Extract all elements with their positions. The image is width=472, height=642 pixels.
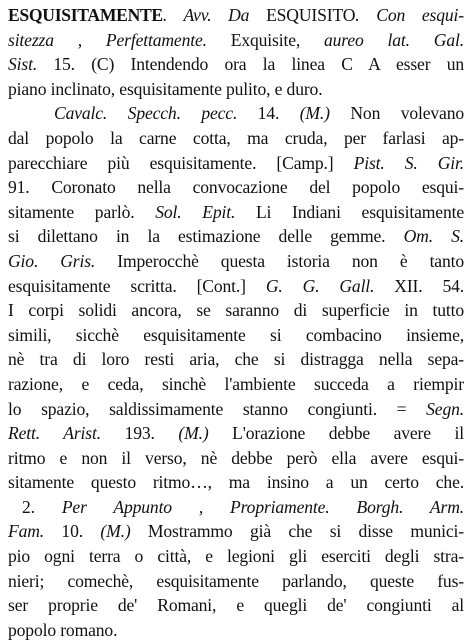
italic-run: (M.): [299, 103, 330, 124]
text-run: 2.: [22, 496, 62, 517]
text-line: [8, 446, 464, 471]
text-run: 193.: [100, 423, 179, 444]
text-line: [8, 618, 464, 642]
italic-run: G. G. Gall.: [265, 275, 375, 296]
italic-run: (M.): [100, 521, 131, 542]
italic-run: Gio. Gris.: [8, 250, 96, 271]
text-line: [8, 3, 464, 28]
text-line: [8, 151, 464, 176]
text-line: [8, 101, 464, 126]
text-line: [8, 126, 464, 151]
text-run: razione, e ceda, sinchè l'ambiente succeda a riempir: [8, 373, 464, 394]
text-run: simili, sicchè esquisitamente si combacino insieme,: [8, 324, 464, 345]
text-run: ESQUISITO: [266, 5, 356, 25]
italic-run: Sol. Epit.: [155, 201, 236, 222]
text-line: [8, 28, 464, 53]
text-run: L'orazione debbe avere il: [208, 423, 464, 444]
text-line: [8, 249, 464, 274]
text-run: nè tra di loro resti aria, che si distragga nella sepa-: [8, 349, 464, 370]
text-line: [8, 421, 464, 446]
text-run: 15. (C) Intendendo ora la linea C A esser un: [37, 54, 464, 75]
text-run: pio ogni terra o città, e legioni gli eserciti degli stra-: [8, 546, 464, 567]
text-line: [8, 175, 464, 200]
text-run: 91. Coronato nella convocazione del popolo esqui-: [8, 177, 464, 198]
italic-run: Pist. S. Gir.: [353, 152, 464, 173]
italic-run: . Avv. Da: [162, 5, 267, 25]
text-run: Exquisite,: [206, 29, 325, 50]
text-run: 10.: [44, 521, 101, 542]
text-run: sitamente parlò.: [8, 201, 156, 222]
text-run: parecchiare più esquisitamente. [Camp.]: [8, 152, 354, 173]
text-line: [8, 298, 464, 323]
text-run: dal popolo la carne cotta, ma cruda, per farlasi ap-: [8, 127, 464, 148]
italic-run: Cavalc. Specch. pecc.: [54, 103, 238, 124]
italic-run: Per Appunto , Propriamente. Borgh. Arm.: [61, 496, 464, 517]
text-line: [8, 323, 464, 348]
text-line: [8, 200, 464, 225]
text-run: sitamente questo ritmo…, ma insino a un certo che.: [8, 472, 464, 493]
text-run: XII. 54.: [374, 275, 464, 296]
text-run: ser proprie de' Romani, e quegli de' congiunti al: [8, 595, 464, 616]
text-line: [8, 274, 464, 299]
text-run: esquisitamente scritta. [Cont.]: [8, 275, 266, 296]
text-line: [8, 593, 464, 618]
text-run: Mostrammo già che si disse munici-: [130, 521, 464, 542]
italic-run: . Con esqui-: [355, 5, 464, 25]
text-line: [8, 224, 464, 249]
text-run: popolo romano.: [8, 619, 118, 640]
text-line: [8, 52, 464, 77]
italic-run: (M.): [178, 423, 209, 444]
headword: ESQUISITAMENTE: [8, 5, 163, 25]
text-run: Li Indiani esquisitamente: [235, 201, 464, 222]
text-run: ritmo e non il verso, nè debbe però ella avere esqui-: [8, 447, 464, 468]
text-run: nieri; comechè, esquisitamente parlando, queste fus-: [8, 570, 464, 591]
text-run: piano inclinato, esquisitamente pulito, e duro.: [8, 78, 323, 99]
italic-run: Sist.: [8, 54, 38, 75]
text-line: [8, 470, 464, 495]
italic-run: Fam.: [8, 521, 45, 542]
italic-run: sitezza , Perfettamente.: [8, 29, 207, 50]
text-line: [8, 495, 464, 520]
text-run: si dilettano in la estimazione delle gemme.: [8, 226, 404, 247]
text-line: [8, 569, 464, 594]
italic-run: Om. S.: [403, 226, 464, 247]
italic-run: Rett. Arist.: [8, 423, 101, 444]
text-run: Non volevano: [329, 103, 464, 124]
text-line: [8, 519, 464, 544]
text-line: [8, 397, 464, 422]
text-line: [8, 77, 464, 102]
text-run: Imperocchè questa istoria non è tanto: [95, 250, 464, 271]
italic-run: Segn.: [426, 398, 464, 419]
italic-run: aureo lat. Gal.: [324, 29, 464, 50]
text-line: [8, 544, 464, 569]
text-run: lo spazio, saldissimamente stanno congiunti. =: [8, 398, 427, 419]
text-line: [8, 372, 464, 397]
text-run: 14.: [237, 103, 300, 124]
text-run: I corpi solidi ancora, se saranno di superficie in tutto: [8, 300, 464, 321]
text-line: [8, 347, 464, 372]
